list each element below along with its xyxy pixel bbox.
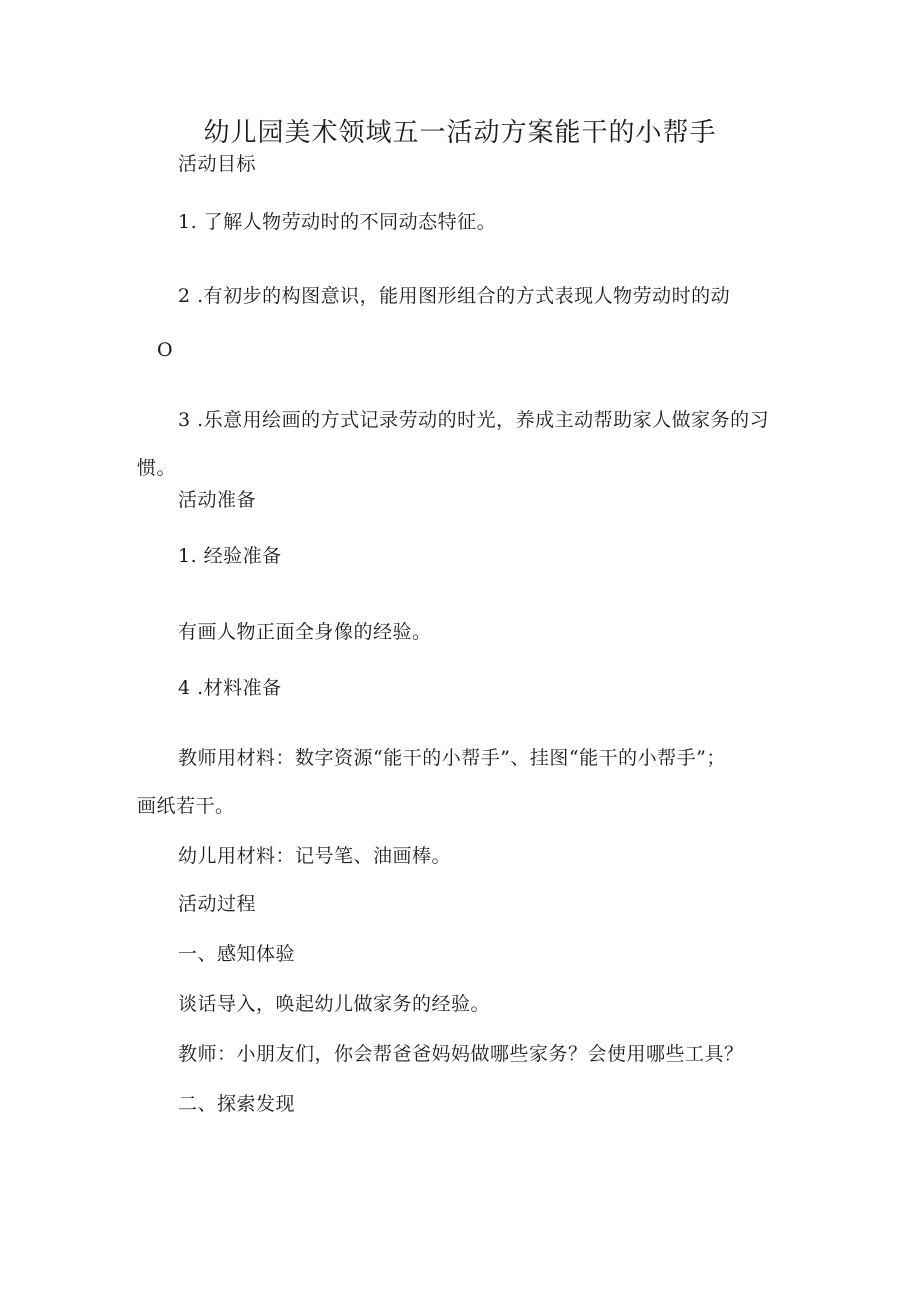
experience-text: 有画人物正面全身像的经验。 <box>178 621 432 643</box>
section-heading-preparation: 活动准备 <box>178 489 257 511</box>
teacher-question: 教师：小朋友们，你会帮爸爸妈妈做哪些家务？会使用哪些工具？ <box>178 1043 744 1065</box>
goal-item-3-continuation: 惯。 <box>137 457 177 479</box>
process-intro-text: 谈话导入，唤起幼儿做家务的经验。 <box>178 993 491 1015</box>
teacher-materials: 教师用材料：数字资源“能干的小帮手”、挂图“能干的小帮手”； <box>178 747 726 769</box>
goal-item-1: 1. 了解人物劳动时的不同动态特征。 <box>178 211 497 233</box>
section-heading-process: 活动过程 <box>178 893 257 915</box>
child-materials: 幼儿用材料：记号笔、油画棒。 <box>178 845 452 867</box>
goal-item-3: 3 .乐意用绘画的方式记录劳动的时光，养成主动帮助家人做家务的习 <box>178 409 770 431</box>
goal-item-2-continuation: O <box>157 339 174 361</box>
teacher-materials-continuation: 画纸若干。 <box>137 795 235 817</box>
process-step-2: 二、探索发现 <box>178 1093 296 1115</box>
section-heading-goals: 活动目标 <box>178 153 257 175</box>
goal-item-2: 2 .有初步的构图意识，能用图形组合的方式表现人物劳动时的动 <box>178 285 731 307</box>
process-step-1: 一、感知体验 <box>178 943 296 965</box>
document-title: 幼儿园美术领域五一活动方案能干的小帮手 <box>203 118 717 148</box>
preparation-item-1: 1. 经验准备 <box>178 545 282 567</box>
preparation-item-materials: 4 .材料准备 <box>178 677 282 699</box>
